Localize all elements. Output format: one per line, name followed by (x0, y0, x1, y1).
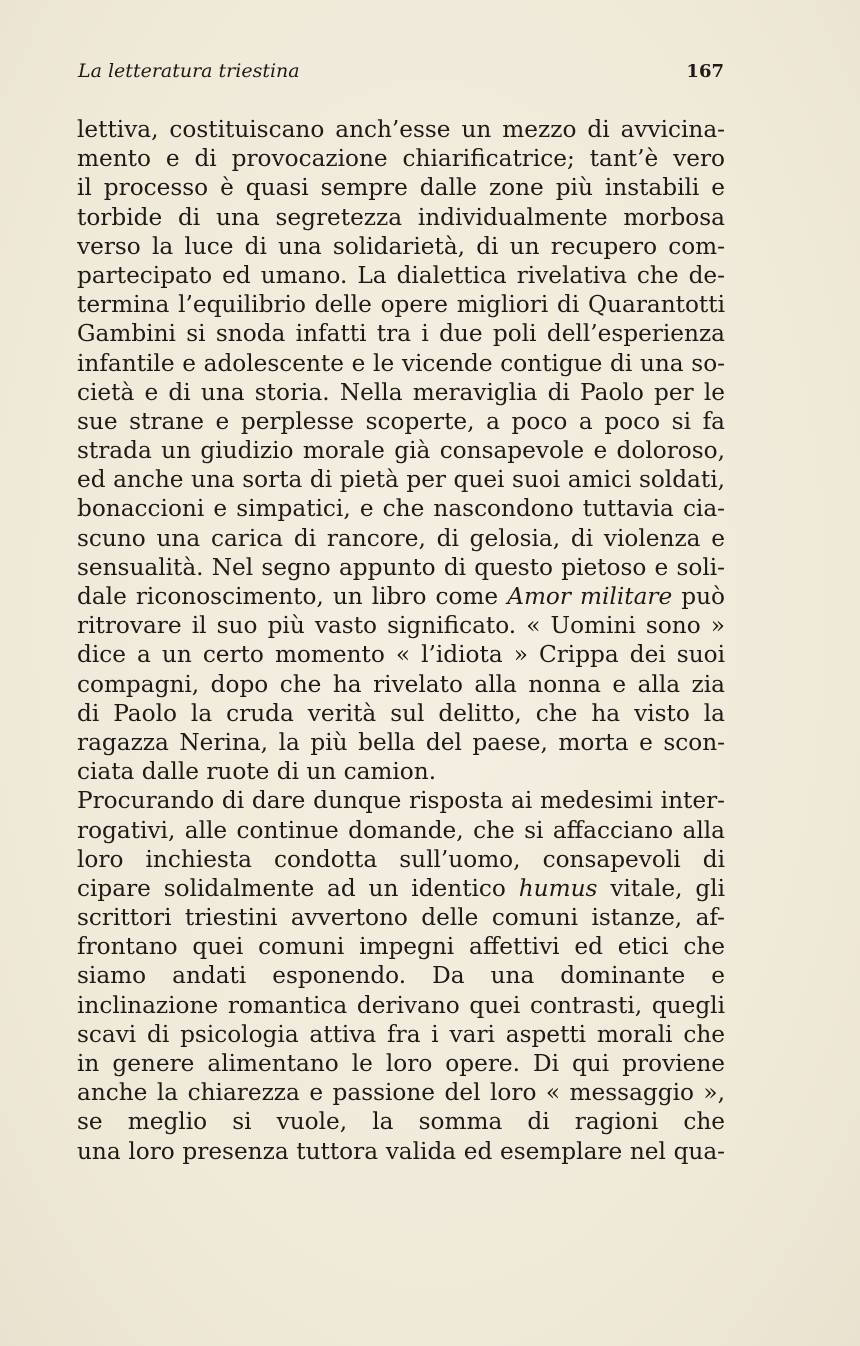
text-line: verso la luce di una solidarietà, di un recupero com- (77, 232, 725, 260)
text-line: ritrovare il suo più vasto significato. « Uomini sono » (77, 612, 725, 640)
book-title: Amor militare (507, 583, 673, 610)
text-line: di Paolo la cruda verità sul delitto, che ha visto la (77, 699, 725, 727)
text-line: compagni, dopo che ha rivelato alla nonna e alla zia (77, 670, 725, 698)
text-line: frontano quei comuni impegni affettivi ed etici che (77, 933, 725, 961)
text-line: scuno una carica di rancore, di gelosia, di violenza e (77, 524, 725, 552)
text-line: se meglio si vuole, la somma di ragioni che (77, 1108, 725, 1136)
page-number: 167 (686, 61, 724, 82)
text-line: anche la chiarezza e passione del loro « messaggio », (77, 1079, 725, 1107)
text-line: bonaccioni e simpatici, e che nascondono tuttavia cia- (77, 495, 725, 523)
text-line (77, 582, 725, 611)
text-line: lettiva, costituiscano anch’esse un mezzo di avvicina- (77, 116, 725, 143)
text-segment: dale riconoscimento, un libro come (77, 583, 499, 610)
text-line: inclinazione romantica derivano quei contrasti, quegli (77, 991, 725, 1019)
text-line: partecipato ed umano. La dialettica rivelativa che de- (77, 261, 725, 289)
text-line: ed anche una sorta di pietà per quei suoi amici soldati, (77, 466, 725, 494)
text-line: ragazza Nerina, la più bella del paese, morta e scon- (77, 728, 725, 756)
text-line: in genere alimentano le loro opere. Di qui proviene (77, 1050, 725, 1077)
text-line (77, 874, 725, 903)
text-line: Gambini si snoda infatti tra i due poli dell’esperienza (77, 320, 725, 348)
text-line: termina l’equilibrio delle opere migliori di Quarantotti (77, 291, 725, 319)
text-line: sensualità. Nel segno appunto di questo pietoso e soli- (77, 553, 725, 581)
text-line: sue strane e perplesse scoperte, a poco a poco si fa (77, 407, 725, 435)
text-line: ciata dalle ruote di un camion. (77, 758, 437, 786)
text-line: loro inchiesta condotta sull’uomo, consapevoli di (77, 845, 725, 873)
text-line: una loro presenza tuttora valida ed esemplare nel qua- (77, 1137, 725, 1165)
text-line: siamo andati esponendo. Da una dominante e (77, 962, 725, 990)
running-head (78, 60, 724, 82)
italic-term: humus (518, 874, 598, 902)
text-line: rogativi, alle continue domande, che si affacciano alla (77, 816, 725, 844)
text-line: strada un giudizio morale già consapevole e doloroso, (77, 437, 725, 465)
text-segment: può (681, 583, 725, 610)
text-segment: cipare solidalmente ad un identico (77, 874, 506, 902)
text-line: dice a un certo momento « l’idiota » Crippa dei suoi (77, 641, 725, 669)
text-line: mento e di provocazione chiarificatrice; tant’è vero (77, 145, 725, 173)
text-line: scavi di psicologia attiva fra i vari aspetti morali che (77, 1020, 725, 1048)
text-segment: vitale, gli (610, 874, 725, 902)
text-line: infantile e adolescente e le vicende contigue di una so- (77, 349, 725, 377)
text-line: scrittori triestini avvertono delle comuni istanze, af- (77, 904, 725, 932)
text-line: il processo è quasi sempre dalle zone più instabili e (77, 174, 725, 202)
running-title: La letteratura triestina (78, 60, 300, 82)
text-line: cietà e di una storia. Nella meraviglia di Paolo per le (77, 378, 725, 406)
text-line: torbide di una segretezza individualmente morbosa (77, 203, 725, 231)
text-line: Procurando di dare dunque risposta ai medesimi inter- (77, 787, 725, 815)
body-text (77, 115, 725, 1166)
